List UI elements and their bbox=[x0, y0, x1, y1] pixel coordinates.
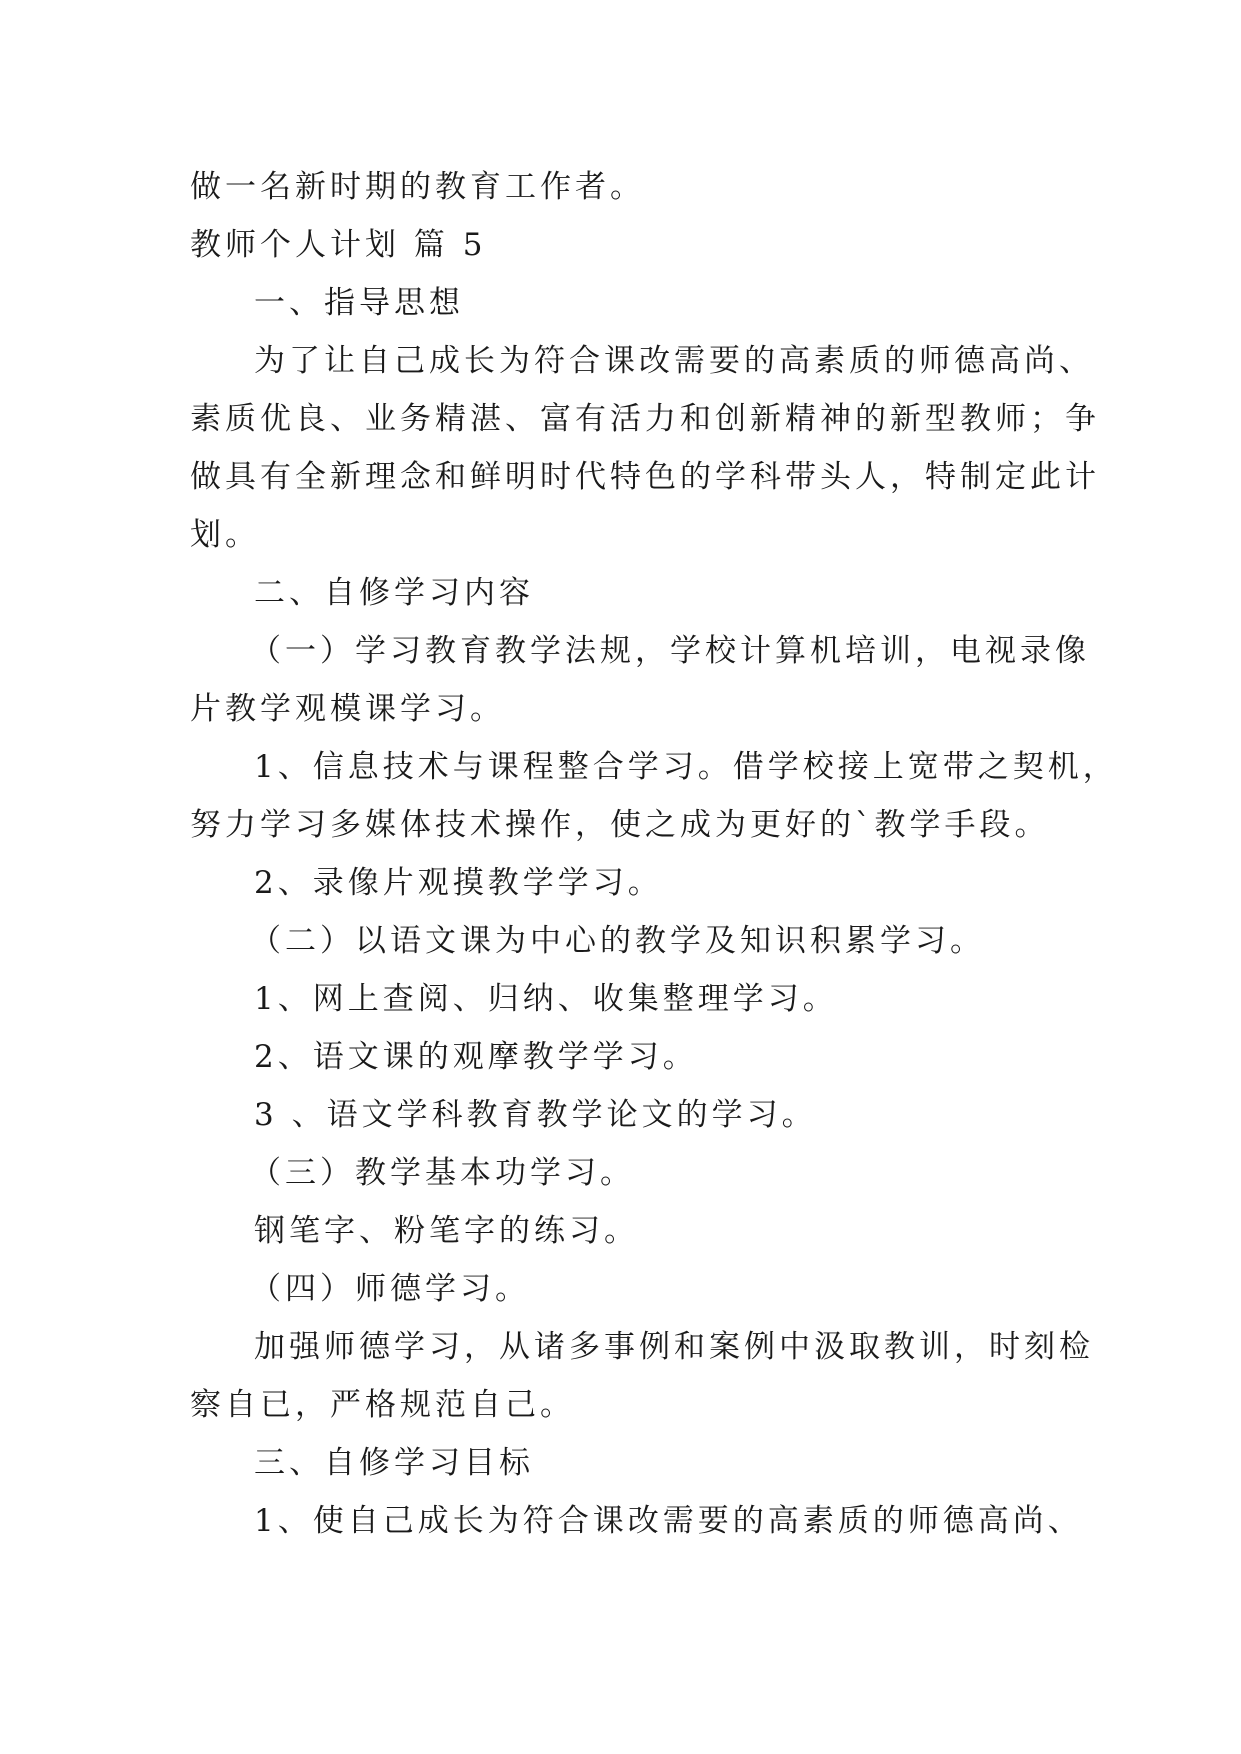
text-line: 素质优良、业务精湛、富有活力和创新精神的新型教师；争 bbox=[190, 401, 1100, 437]
text-line: （二）以语文课为中心的教学及知识积累学习。 bbox=[250, 923, 985, 959]
text-line: 加强师德学习，从诸多事例和案例中汲取教训，时刻检 bbox=[254, 1329, 1094, 1365]
subheading: 二、自修学习内容 bbox=[254, 575, 534, 611]
text-line: 2、录像片观摸教学学习。 bbox=[254, 865, 663, 901]
text-line: 1、使自己成长为符合课改需要的高素质的师德高尚、 bbox=[254, 1503, 1083, 1539]
text-line: 努力学习多媒体技术操作，使之成为更好的`教学手段。 bbox=[190, 807, 1050, 843]
subheading: 三、自修学习目标 bbox=[254, 1445, 534, 1481]
text-line: （一）学习教育教学法规，学校计算机培训，电视录像 bbox=[250, 633, 1090, 669]
text-line: 做一名新时期的教育工作者。 bbox=[190, 169, 645, 205]
text-line: 2、语文课的观摩教学学习。 bbox=[254, 1039, 698, 1075]
text-line: 察自已，严格规范自己。 bbox=[190, 1387, 575, 1423]
text-line: 划。 bbox=[190, 517, 260, 553]
text-line: 3 、语文学科教育教学论文的学习。 bbox=[254, 1097, 817, 1133]
text-line: （三）教学基本功学习。 bbox=[250, 1155, 635, 1191]
text-line: 片教学观模课学习。 bbox=[190, 691, 505, 727]
subheading: 一、指导思想 bbox=[254, 285, 464, 321]
text-line: 1、信息技术与课程整合学习。借学校接上宽带之契机， bbox=[254, 749, 1118, 785]
text-line: 做具有全新理念和鲜明时代特色的学科带头人，特制定此计 bbox=[190, 459, 1100, 495]
text-line: 为了让自己成长为符合课改需要的高素质的师德高尚、 bbox=[254, 343, 1094, 379]
document-body bbox=[190, 158, 1118, 1550]
section-heading: 教师个人计划 篇 5 bbox=[190, 227, 487, 263]
text-line: （四）师德学习。 bbox=[250, 1271, 530, 1307]
text-line: 钢笔字、粉笔字的练习。 bbox=[254, 1213, 639, 1249]
text-line: 1、网上查阅、归纳、收集整理学习。 bbox=[254, 981, 838, 1017]
